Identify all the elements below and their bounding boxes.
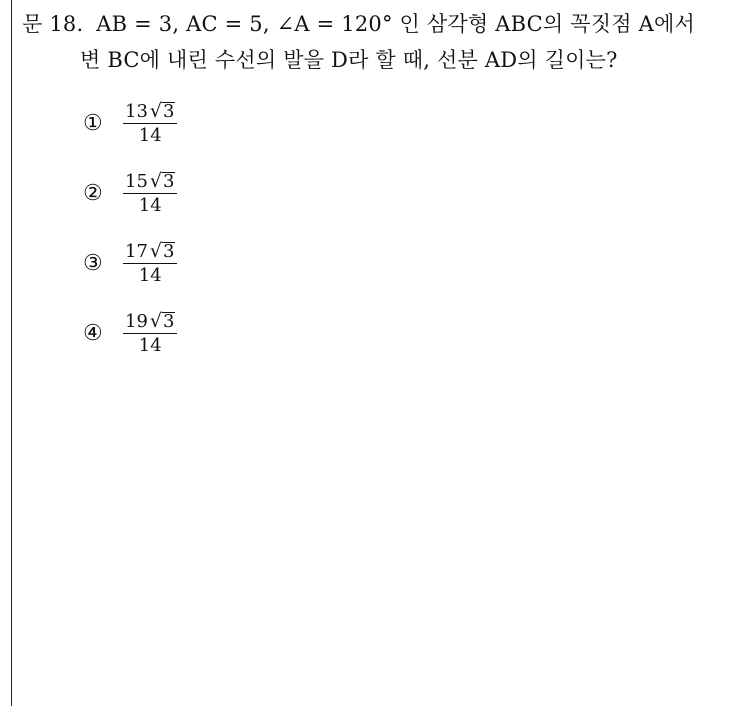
- choice-mark: ③: [83, 250, 103, 276]
- answer-choices: [83, 88, 742, 368]
- fraction-denominator: 14: [138, 195, 162, 216]
- fraction-numerator: [123, 240, 177, 263]
- radicand: 3: [163, 101, 175, 122]
- question-18: [22, 6, 742, 368]
- radical-sign: √: [149, 310, 163, 332]
- fraction-numerator: [123, 310, 177, 333]
- question-text-line-2: 변 BC에 내린 수선의 발을 D라 할 때, 선분 AD의 길이는?: [80, 48, 618, 72]
- fraction-denominator: 14: [138, 265, 162, 286]
- radical-sign: √: [149, 170, 163, 192]
- choice-mark: ②: [83, 180, 103, 206]
- question-stem-line-1: [22, 6, 742, 42]
- square-root: [150, 240, 176, 262]
- choice-mark: ①: [83, 110, 103, 136]
- choice-4[interactable]: [83, 298, 742, 368]
- question-number: 문 18.: [22, 12, 84, 36]
- radicand: 3: [163, 171, 175, 192]
- page-bottom-edge: [0, 706, 754, 714]
- square-root: [150, 170, 176, 192]
- choice-1[interactable]: [83, 88, 742, 158]
- fraction: [123, 170, 177, 216]
- choice-mark: ④: [83, 320, 103, 346]
- radicand: 3: [163, 241, 175, 262]
- question-text-line-1: AB = 3, AC = 5, ∠A = 120° 인 삼각형 ABC의 꼭짓점 A에서: [96, 12, 695, 36]
- fraction-denominator: 14: [138, 125, 162, 146]
- square-root: [150, 310, 176, 332]
- choice-3[interactable]: [83, 228, 742, 298]
- fraction: [123, 240, 177, 286]
- fraction-numerator: [123, 170, 177, 193]
- choice-2[interactable]: [83, 158, 742, 228]
- coefficient: 19: [125, 311, 148, 332]
- coefficient: 17: [125, 241, 148, 262]
- radicand: 3: [163, 311, 175, 332]
- square-root: [150, 100, 176, 122]
- fraction: [123, 100, 177, 146]
- fraction-denominator: 14: [138, 335, 162, 356]
- radical-sign: √: [149, 240, 163, 262]
- coefficient: 13: [125, 101, 148, 122]
- question-stem-line-2: [22, 42, 742, 78]
- left-border-line: [11, 0, 12, 706]
- radical-sign: √: [149, 100, 163, 122]
- fraction-numerator: [123, 100, 177, 123]
- fraction: [123, 310, 177, 356]
- coefficient: 15: [125, 171, 148, 192]
